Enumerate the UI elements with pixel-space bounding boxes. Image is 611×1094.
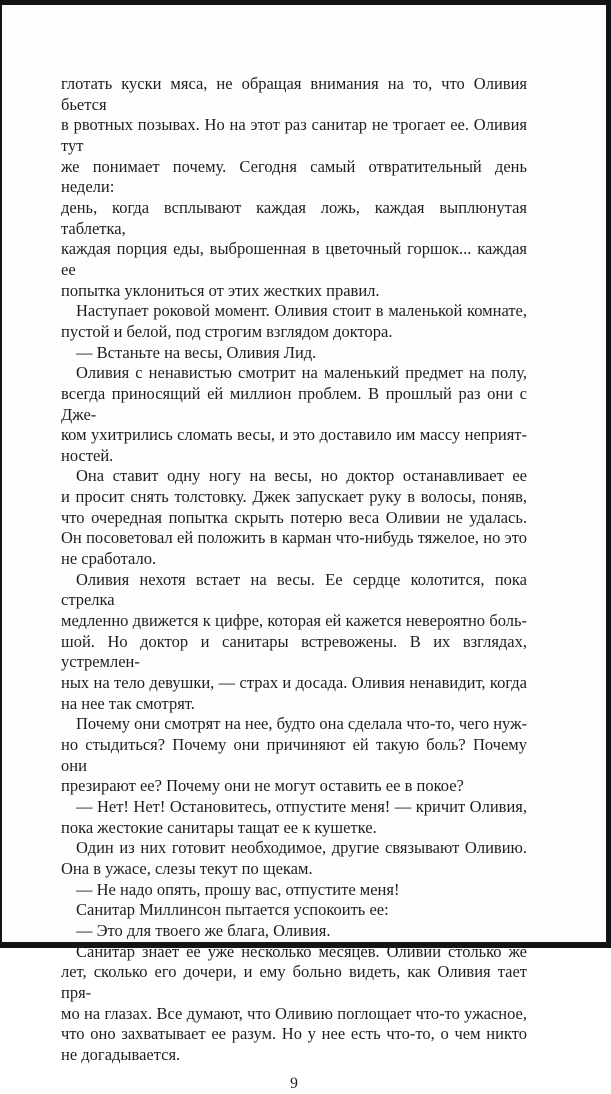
text-line: Оливия с ненавистью смотрит на маленький предмет на полу,: [76, 363, 527, 383]
paragraph: [61, 301, 527, 342]
text-line: всегда приносящий ей миллион проблем. В прошлый раз они с Дже-: [61, 383, 527, 424]
text-line: глотать куски мяса, не обращая внимания на то, что Оливия бьется: [61, 74, 527, 114]
paragraph: [61, 343, 527, 364]
text-line: каждая порция еды, выброшенная в цветочный горшок... каждая ее: [61, 239, 527, 279]
text-line: — Это для твоего же блага, Оливия.: [76, 920, 331, 940]
text-line: что оно захватывает ее разум. Но у нее есть что-то, о чем никто: [61, 1024, 527, 1044]
text-line: Почему они смотрят на нее, будто она сделала что-то, чего нуж-: [76, 714, 527, 734]
text-line: не догадывается.: [61, 1044, 181, 1064]
page-number: 9: [290, 1074, 298, 1092]
text-line: день, когда всплывают каждая ложь, каждая выплюнутая таблетка,: [61, 197, 527, 238]
paragraph: [61, 714, 527, 797]
text-line: шой. Но доктор и санитары встревожены. В их взглядах, устремлен-: [61, 631, 527, 672]
text-line: Она в ужасе, слезы текут по щекам.: [61, 858, 313, 878]
paragraph: [61, 466, 527, 569]
text-line: ных на тело девушки, — страх и досада. Оливия ненавидит, когда: [61, 673, 527, 693]
text-line: что очередная попытка скрыть потерю веса Оливии не удалась.: [61, 507, 527, 527]
text-line: и просит снять толстовку. Джек запускает руку в волосы, поняв,: [61, 487, 527, 507]
text-line: Санитар знает ее уже несколько месяцев. Оливии столько же: [76, 941, 527, 961]
text-line: мо на глазах. Все думают, что Оливию поглощает что-то ужасное,: [61, 1003, 527, 1023]
text-line: Оливия нехотя встает на весы. Ее сердце колотится, пока стрелка: [61, 569, 527, 610]
text-line: — Не надо опять, прошу вас, отпустите меня!: [76, 879, 400, 899]
text-line: Один из них готовит необходимое, другие связывают Оливию.: [76, 838, 527, 858]
paragraph: [61, 921, 527, 942]
paragraph: [61, 570, 527, 715]
paragraph: [61, 363, 527, 466]
text-line: пока жестокие санитары тащат ее к кушетке.: [61, 817, 377, 837]
text-line: ностей.: [61, 445, 114, 465]
text-line: медленно движется к цифре, которая ей кажется невероятно боль-: [61, 611, 527, 631]
text-line: Он посоветовал ей положить в карман что-нибудь тяжелое, но это: [61, 528, 527, 548]
text-line: Наступает роковой момент. Оливия стоит в маленькой комнате,: [76, 301, 527, 321]
text-line: не сработало.: [61, 549, 157, 569]
text-line: но стыдиться? Почему они причиняют ей такую боль? Почему они: [61, 735, 527, 775]
text-line: на нее так смотрят.: [61, 693, 195, 713]
page-text: [61, 74, 527, 1066]
text-line: презирают ее? Почему они не могут оставить ее в покое?: [61, 776, 464, 796]
paragraph: [61, 74, 527, 301]
paragraph: [61, 838, 527, 879]
text-line: Она ставит одну ногу на весы, но доктор останавливает ее: [76, 466, 527, 486]
text-line: — Встаньте на весы, Оливия Лид.: [76, 342, 317, 362]
text-line: — Нет! Нет! Остановитесь, отпустите меня! — кричит Оливия,: [76, 796, 527, 816]
paragraph: [61, 900, 527, 921]
text-line: Санитар Миллинсон пытается успокоить ее:: [76, 900, 389, 920]
text-line: же понимает почему. Сегодня самый отвратительный день недели:: [61, 156, 527, 197]
paragraph: [61, 942, 527, 1066]
text-line: ком ухитрились сломать весы, и это доставило им массу неприят-: [61, 425, 527, 445]
text-line: в рвотных позывах. Но на этот раз санитар не трогает ее. Оливия тут: [61, 115, 527, 155]
text-line: лет, сколько его дочери, и ему больно видеть, как Оливия тает пря-: [61, 962, 527, 1002]
paragraph: [61, 880, 527, 901]
text-line: попытка уклониться от этих жестких правил.: [61, 280, 380, 300]
paragraph: [61, 797, 527, 838]
text-line: пустой и белой, под строгим взглядом доктора.: [61, 321, 393, 341]
